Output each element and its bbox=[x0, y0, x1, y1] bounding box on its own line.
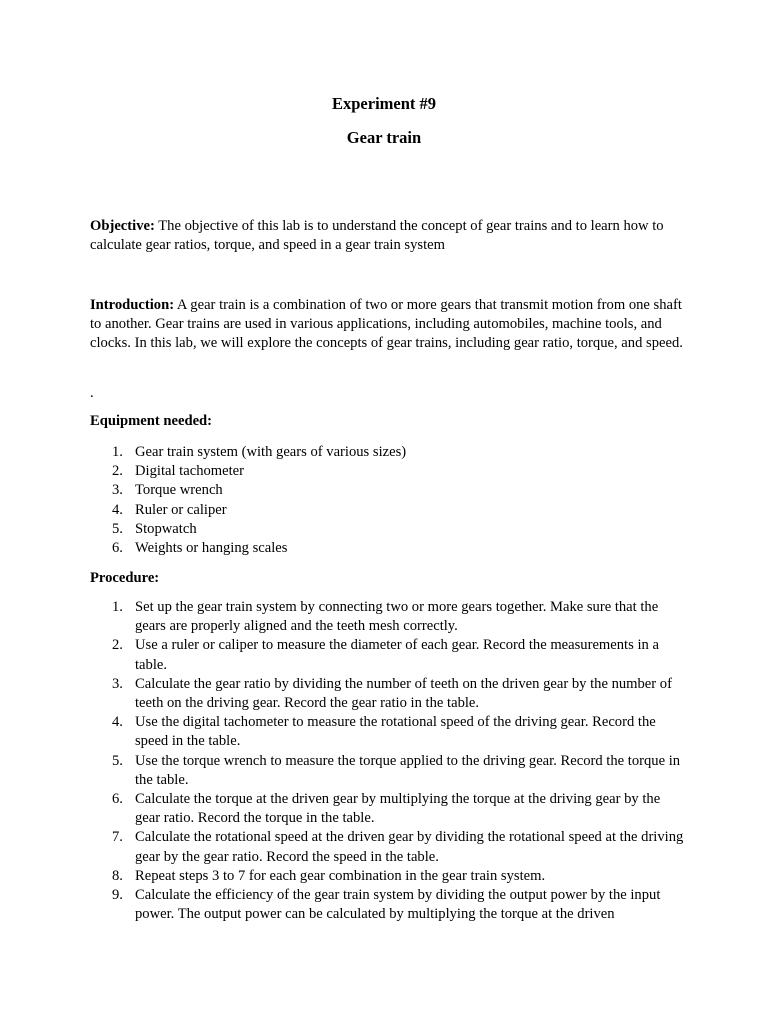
list-item bbox=[90, 675, 685, 713]
list-item-text: Calculate the rotational speed at the driven gear by dividing the rotational speed at the driving gear by the gear ratio. Record the speed in the table. bbox=[135, 829, 684, 865]
list-item bbox=[90, 636, 685, 674]
list-item bbox=[90, 501, 685, 520]
list-item-number: 3. bbox=[112, 482, 123, 499]
list-item bbox=[90, 539, 685, 558]
list-item bbox=[90, 790, 685, 828]
objective-paragraph bbox=[90, 217, 685, 255]
list-item-number: 9. bbox=[112, 887, 123, 904]
list-item-text: Calculate the efficiency of the gear train system by dividing the output power by the input power. The output power can be calculated by multiplying the torque at the driven bbox=[135, 887, 661, 923]
procedure-list bbox=[90, 598, 685, 924]
list-item-number: 1. bbox=[112, 599, 123, 615]
list-item-number: 1. bbox=[112, 444, 123, 460]
list-item-number: 5. bbox=[112, 520, 123, 537]
introduction-paragraph bbox=[90, 296, 685, 354]
list-item-number: 5. bbox=[112, 752, 123, 769]
list-item-text: Weights or hanging scales bbox=[135, 540, 288, 557]
list-item-number: 7. bbox=[112, 829, 123, 846]
list-item-text: Stopwatch bbox=[135, 520, 197, 537]
introduction-label: Introduction: bbox=[90, 297, 175, 313]
list-item-number: 2. bbox=[112, 463, 123, 480]
list-item-text: Gear train system (with gears of various sizes) bbox=[135, 444, 407, 460]
document-title: Experiment #9 bbox=[331, 94, 437, 113]
list-item-number: 8. bbox=[112, 867, 123, 884]
list-item-number: 6. bbox=[112, 540, 123, 557]
list-item bbox=[90, 752, 685, 790]
objective-label: Objective: bbox=[90, 218, 155, 234]
list-item bbox=[90, 520, 685, 539]
equipment-list bbox=[90, 443, 685, 558]
list-item bbox=[90, 598, 685, 636]
list-item bbox=[90, 713, 685, 751]
list-item-number: 4. bbox=[112, 714, 123, 731]
list-item-text: Use the digital tachometer to measure the rotational speed of the driving gear. Record the speed in the table. bbox=[135, 714, 656, 750]
list-item-text: Calculate the gear ratio by dividing the number of teeth on the driven gear by the number of teeth on the driving gear. Record the gear ratio in the table. bbox=[135, 675, 672, 712]
list-item bbox=[90, 828, 685, 866]
introduction-text: A gear train is a combination of two or more gears that transmit motion from one shaft to another. Gear trains are used in various applications, including automobiles, machine tools, and clocks. In this lab, we will explore the concepts of gear trains, including gear ratio, torque, and speed. bbox=[90, 297, 683, 352]
list-item-text: Digital tachometer bbox=[135, 463, 245, 480]
list-item-text: Set up the gear train system by connecting two or more gears together. Make sure that the gears are properly aligned and the teeth mesh correctly. bbox=[135, 599, 659, 635]
list-item bbox=[90, 867, 685, 886]
list-item-text: Use a ruler or caliper to measure the diameter of each gear. Record the measurements in a table. bbox=[135, 637, 659, 673]
list-item bbox=[90, 886, 685, 924]
list-item-text: Calculate the torque at the driven gear by multiplying the torque at the driving gear by the gear ratio. Record the torque in the table. bbox=[135, 791, 661, 827]
list-item-text: Repeat steps 3 to 7 for each gear combination in the gear train system. bbox=[135, 867, 546, 884]
separator-dot: . bbox=[90, 385, 94, 401]
list-item bbox=[90, 462, 685, 481]
list-item-number: 6. bbox=[112, 791, 123, 808]
list-item bbox=[90, 481, 685, 500]
list-item-number: 4. bbox=[112, 501, 123, 518]
list-item-number: 3. bbox=[112, 675, 123, 692]
list-item-number: 2. bbox=[112, 637, 123, 654]
list-item-text: Ruler or caliper bbox=[135, 501, 227, 518]
objective-text: The objective of this lab is to understand the concept of gear trains and to learn how to calculate gear ratios, torque, and speed in a gear train system bbox=[90, 218, 664, 254]
procedure-heading: Procedure: bbox=[90, 570, 160, 586]
list-item bbox=[90, 443, 685, 462]
list-item-text: Torque wrench bbox=[135, 482, 223, 499]
equipment-heading: Equipment needed: bbox=[90, 413, 213, 429]
list-item-text: Use the torque wrench to measure the torque applied to the driving gear. Record the torque in the table. bbox=[135, 752, 681, 788]
document-subtitle: Gear train bbox=[346, 128, 422, 147]
